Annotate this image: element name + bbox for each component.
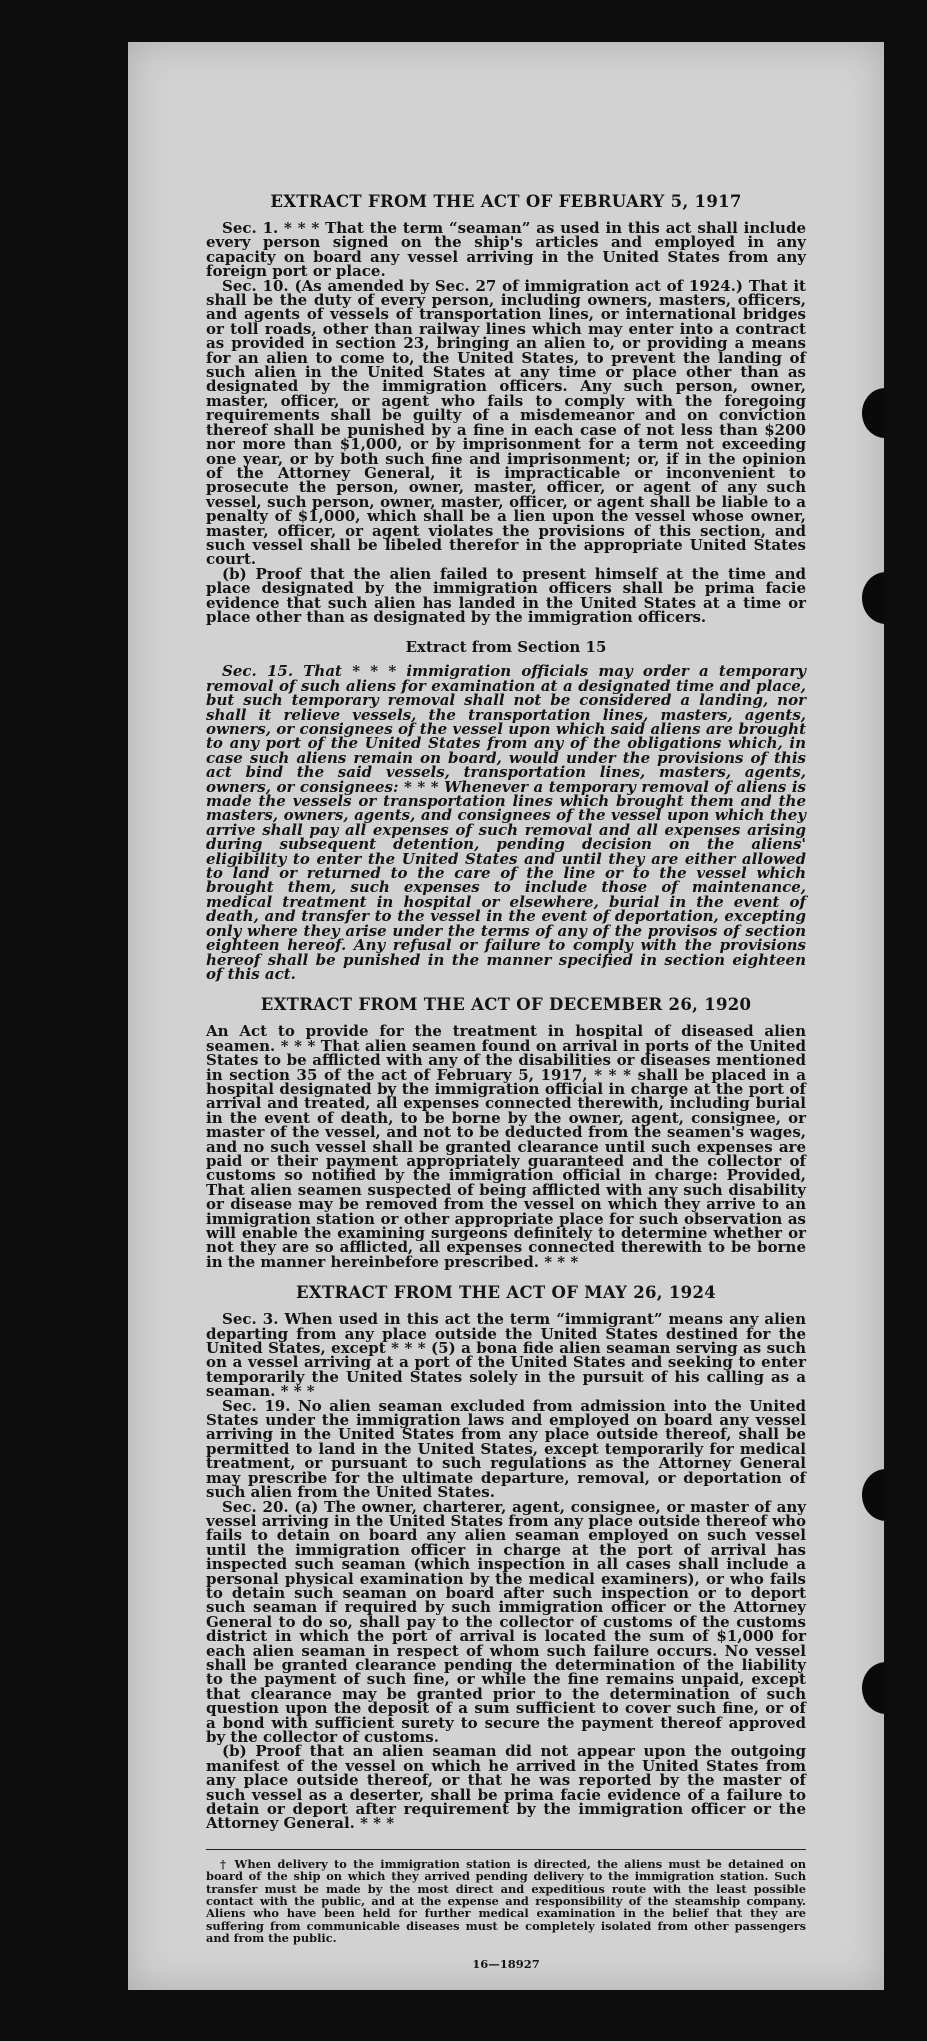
paragraph: Sec. 3. When used in this act the term “immigrant” means any alien departing from any place outside the United States destined for the United States, except * * * (5) a bona fide alien seaman serving as such on a vessel arriving at a port of the United States and seeking to enter temporarily the United States solely in the pursuit of his calling as a seaman. * * *: [206, 1310, 806, 1401]
document-body: [206, 192, 806, 1971]
paragraph: Sec. 10. (As amended by Sec. 27 of immigration act of 1924.) That it shall be the duty of every person, including owners, masters, officers, and agents of vessels of transportation lines, or international bridges or toll roads, other than railway lines which may enter into a contract as provided in section 23, bringing an alien to, or providing a means for an alien to come to, the United States, to prevent the landing of such alien in the United States at any time or place other than as designated by the immigration officers. Any such person, owner, master, officer, or agent who fails to comply with the foregoing requirements shall be guilty of a misdemeanor and on conviction thereof shall be punished by a fine in each case of not less than $200 nor more than $1,000, or by imprisonment for a term not exceeding one year, or by both such fine and imprisonment; or, if in the opinion of the Attorney General, it is impracticable or inconvenient to prosecute the person, owner, master, officer, or agent of any such vessel, such person, owner, master, officer, or agent shall be liable to a penalty of $1,000, which shall be a lien upon the vessel whose owner, master, officer, or agent violates the provisions of this section, and such vessel shall be libeled therefor in the appropriate United States court.: [206, 276, 806, 569]
paragraph: (b) Proof that an alien seaman did not appear upon the outgoing manifest of the vessel on which he arrived in the United States from any place outside thereof, or that he was reported by the master of such vessel as a deserter, shall be prima facie evidence of a failure to detain or deport after requirement by the immigration officer or the Attorney General. * * *: [206, 1742, 806, 1833]
section-15-extract: [206, 638, 806, 981]
paragraph: Sec. 19. No alien seaman excluded from admission into the United States under the immigration laws and employed on board any vessel arriving in the United States from any place outside thereof, shall be permitted to land in the United States, except temporarily for medical treatment, or pursuant to such regulations as the Attorney General may prescribe for the ultimate departure, removal, or deportation of such alien from the United States.: [206, 1396, 806, 1502]
act-1917-section: [206, 192, 806, 624]
section-heading: EXTRACT FROM THE ACT OF MAY 26, 1924: [295, 1283, 717, 1303]
act-1924-section: [206, 1283, 806, 1831]
section-heading: EXTRACT FROM THE ACT OF FEBRUARY 5, 1917: [270, 192, 742, 211]
paragraph: Sec. 15. That * * * immigration officials may order a temporary removal of such aliens for examination at a designated time and place, but such temporary removal shall not be considered a landing, nor shall it relieve vessels, the transportation lines, masters, agents, owners, or consignees of the vessel upon which said aliens are brought to any port of the United States from any of the obligations which, in case such aliens remain on board, would under the provisions of this act bind the said vessels, transportation lines, masters, agents, owners, or consignees: * * * Whenever a temporary removal of aliens is made the vessels or transportation lines which brought them and the masters, owners, agents, and consignees of the vessel upon which they arrive shall pay all expenses of such removal and all expenses arising during subsequent detention, pending decision on the aliens' eligibility to enter the United States and until they are either allowed to land or returned to the care of the line or to the vessel which brought them, such expenses to include those of maintenance, medical treatment in hospital or elsewhere, burial in the event of death, and transfer to the vessel in the event of deportation, excepting only where they arise under the terms of any of the provisos of section eighteen hereof. Any refusal or failure to comply with the provisions hereof shall be punished in the manner specified in section eighteen of this act.: [206, 662, 806, 983]
document-page: [128, 42, 884, 1990]
paragraph: Sec. 1. * * * That the term “seaman” as used in this act shall include every person signed on the ship's articles and employed in any capacity on board any vessel arriving in the United States from any foreign port or place.: [206, 219, 806, 281]
paragraph: Sec. 20. (a) The owner, charterer, agent, consignee, or master of any vessel arriving in the United States from any place outside thereof who fails to detain on board any alien seaman employed on such vessel until the immigration officer in charge at the port of arrival has inspected such seaman (which inspection in all cases shall include a personal physical examination by the medical examiners), or who fails to detain such seaman on board after such inspection or to deport such seaman if required by such immigration officer or the Attorney General to do so, shall pay to the collector of customs of the customs district in which the port of arrival is located the sum of $1,000 for each alien seaman in respect of whom such failure occurs. No vessel shall be granted clearance pending the determination of the liability to the payment of such fine, or while the fine remains unpaid, except that clearance may be granted prior to the determination of such question upon the deposit of a sum sufficient to cover such fine, or of a bond with sufficient surety to secure the payment thereof approved by the collector of customs.: [206, 1497, 806, 1746]
punch-hole: [862, 1469, 884, 1521]
punch-hole: [862, 1662, 884, 1714]
footnote-divider: [206, 1849, 806, 1850]
act-1920-section: [206, 995, 806, 1269]
form-number: 16—18927: [472, 1956, 540, 1971]
punch-hole: [862, 572, 884, 624]
footnote: † When delivery to the immigration station is directed, the aliens must be detained on board of the ship on which they arrived pending delivery to the immigration station. Such transfer must be made by the most direct and expeditious route with the least possible contact with the public, and at the expense and responsibility of the steamship company. Aliens who have been held for further medical examination in the belief that they are suffering from communicable diseases must be completely isolated from other passengers and from the public.: [206, 1856, 806, 1946]
section-heading: EXTRACT FROM THE ACT OF DECEMBER 26, 1920: [260, 995, 752, 1015]
paragraph: (b) Proof that the alien failed to present himself at the time and place designated by the immigration officers shall be prima facie evidence that such alien has landed in the United States at a time or place other than as designated by the immigration officers.: [206, 564, 806, 626]
section-subheading: Extract from Section 15: [405, 638, 607, 657]
punch-hole: [862, 388, 884, 438]
paragraph: An Act to provide for the treatment in hospital of diseased alien seamen. * * * That alien seamen found on arrival in ports of the United States to be afflicted with any of the disabilities or diseases mentioned in section 35 of the act of February 5, 1917, * * * shall be placed in a hospital designated by the immigration official in charge at the port of arrival and treated, all expenses connected therewith, including burial in the event of death, to be borne by the owner, agent, consignee, or master of the vessel, and not to be deducted from the seamen's wages, and no such vessel shall be granted clearance until such expenses are paid or their payment appropriately guaranteed and the collector of customs so notified by the immigration official in charge: Provided, That alien seamen suspected of being afflicted with any such disability or disease may be removed from the vessel on which they arrive to an immigration station or other appropriate place for such observation as will enable the examining surgeons definitely to determine whether or not they are so afflicted, all expenses connected therewith to be borne in the manner hereinbefore prescribed. * * *: [206, 1022, 806, 1271]
